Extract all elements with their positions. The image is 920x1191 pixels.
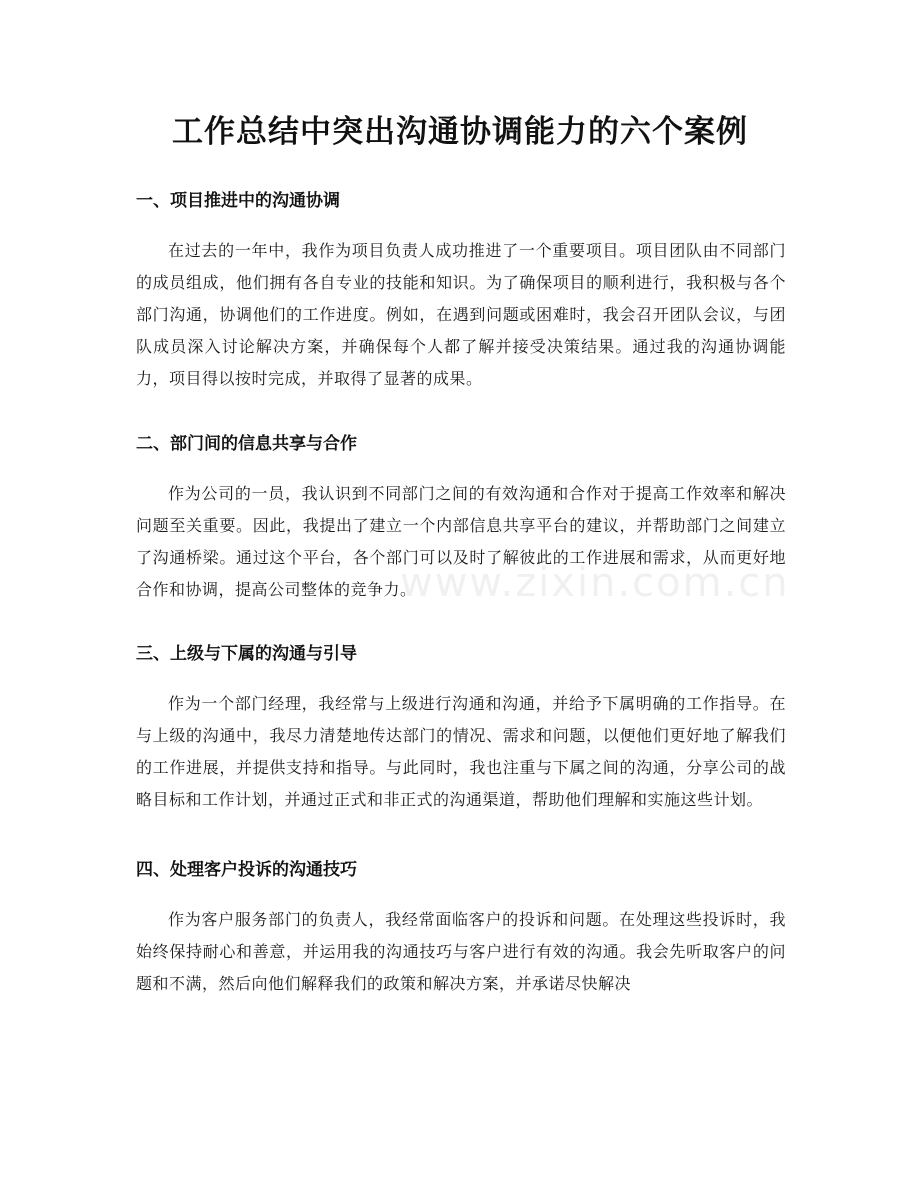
section-paragraph: 作为公司的一员，我认识到不同部门之间的有效沟通和合作对于提高工作效率和解决问题至关重要。因此，我提出了建立一个内部信息共享平台的建议，并帮助部门之间建立了沟通桥梁。通过这个平台，各个部门可以及时了解彼此的工作进展和需求，从而更好地合作和协调，提高公司整体的竞争力。: [136, 484, 786, 599]
section-heading: 一、项目推进中的沟通协调: [136, 191, 340, 211]
section-paragraph: 作为客户服务部门的负责人，我经常面临客户的投诉和问题。在处理这些投诉时，我始终保持耐心和善意，并运用我的沟通技巧与客户进行有效的沟通。我会先听取客户的问题和不满，然后向他们解释我们的政策和解决方案，并承诺尽快解决: [136, 910, 786, 993]
watermark-text: www.zixin.com.cn: [400, 560, 790, 606]
section-heading: 二、部门间的信息共享与合作: [136, 434, 357, 454]
section-3: [136, 640, 786, 816]
section-2: [136, 430, 786, 606]
section-heading: 三、上级与下属的沟通与引导: [136, 644, 357, 664]
section-1: [136, 187, 786, 395]
document-title: 工作总结中突出沟通协调能力的六个案例: [172, 114, 748, 150]
section-heading: 四、处理客户投诉的沟通技巧: [136, 860, 357, 880]
section-paragraph: 作为一个部门经理，我经常与上级进行沟通和沟通，并给予下属明确的工作指导。在与上级的沟通中，我尽力清楚地传达部门的情况、需求和问题，以便他们更好地了解我们的工作进展，并提供支持和指导。与此同时，我也注重与下属之间的沟通，分享公司的战略目标和工作计划，并通过正式和非正式的沟通渠道，帮助他们理解和实施这些计划。: [136, 694, 786, 809]
section-4: [136, 856, 786, 1000]
section-paragraph: 在过去的一年中，我作为项目负责人成功推进了一个重要项目。项目团队由不同部门的成员组成，他们拥有各自专业的技能和知识。为了确保项目的顺利进行，我积极与各个部门沟通，协调他们的工作进度。例如，在遇到问题或困难时，我会召开团队会议，与团队成员深入讨论解决方案，并确保每个人都了解并接受决策结果。通过我的沟通协调能力，项目得以按时完成，并取得了显著的成果。: [136, 241, 786, 388]
